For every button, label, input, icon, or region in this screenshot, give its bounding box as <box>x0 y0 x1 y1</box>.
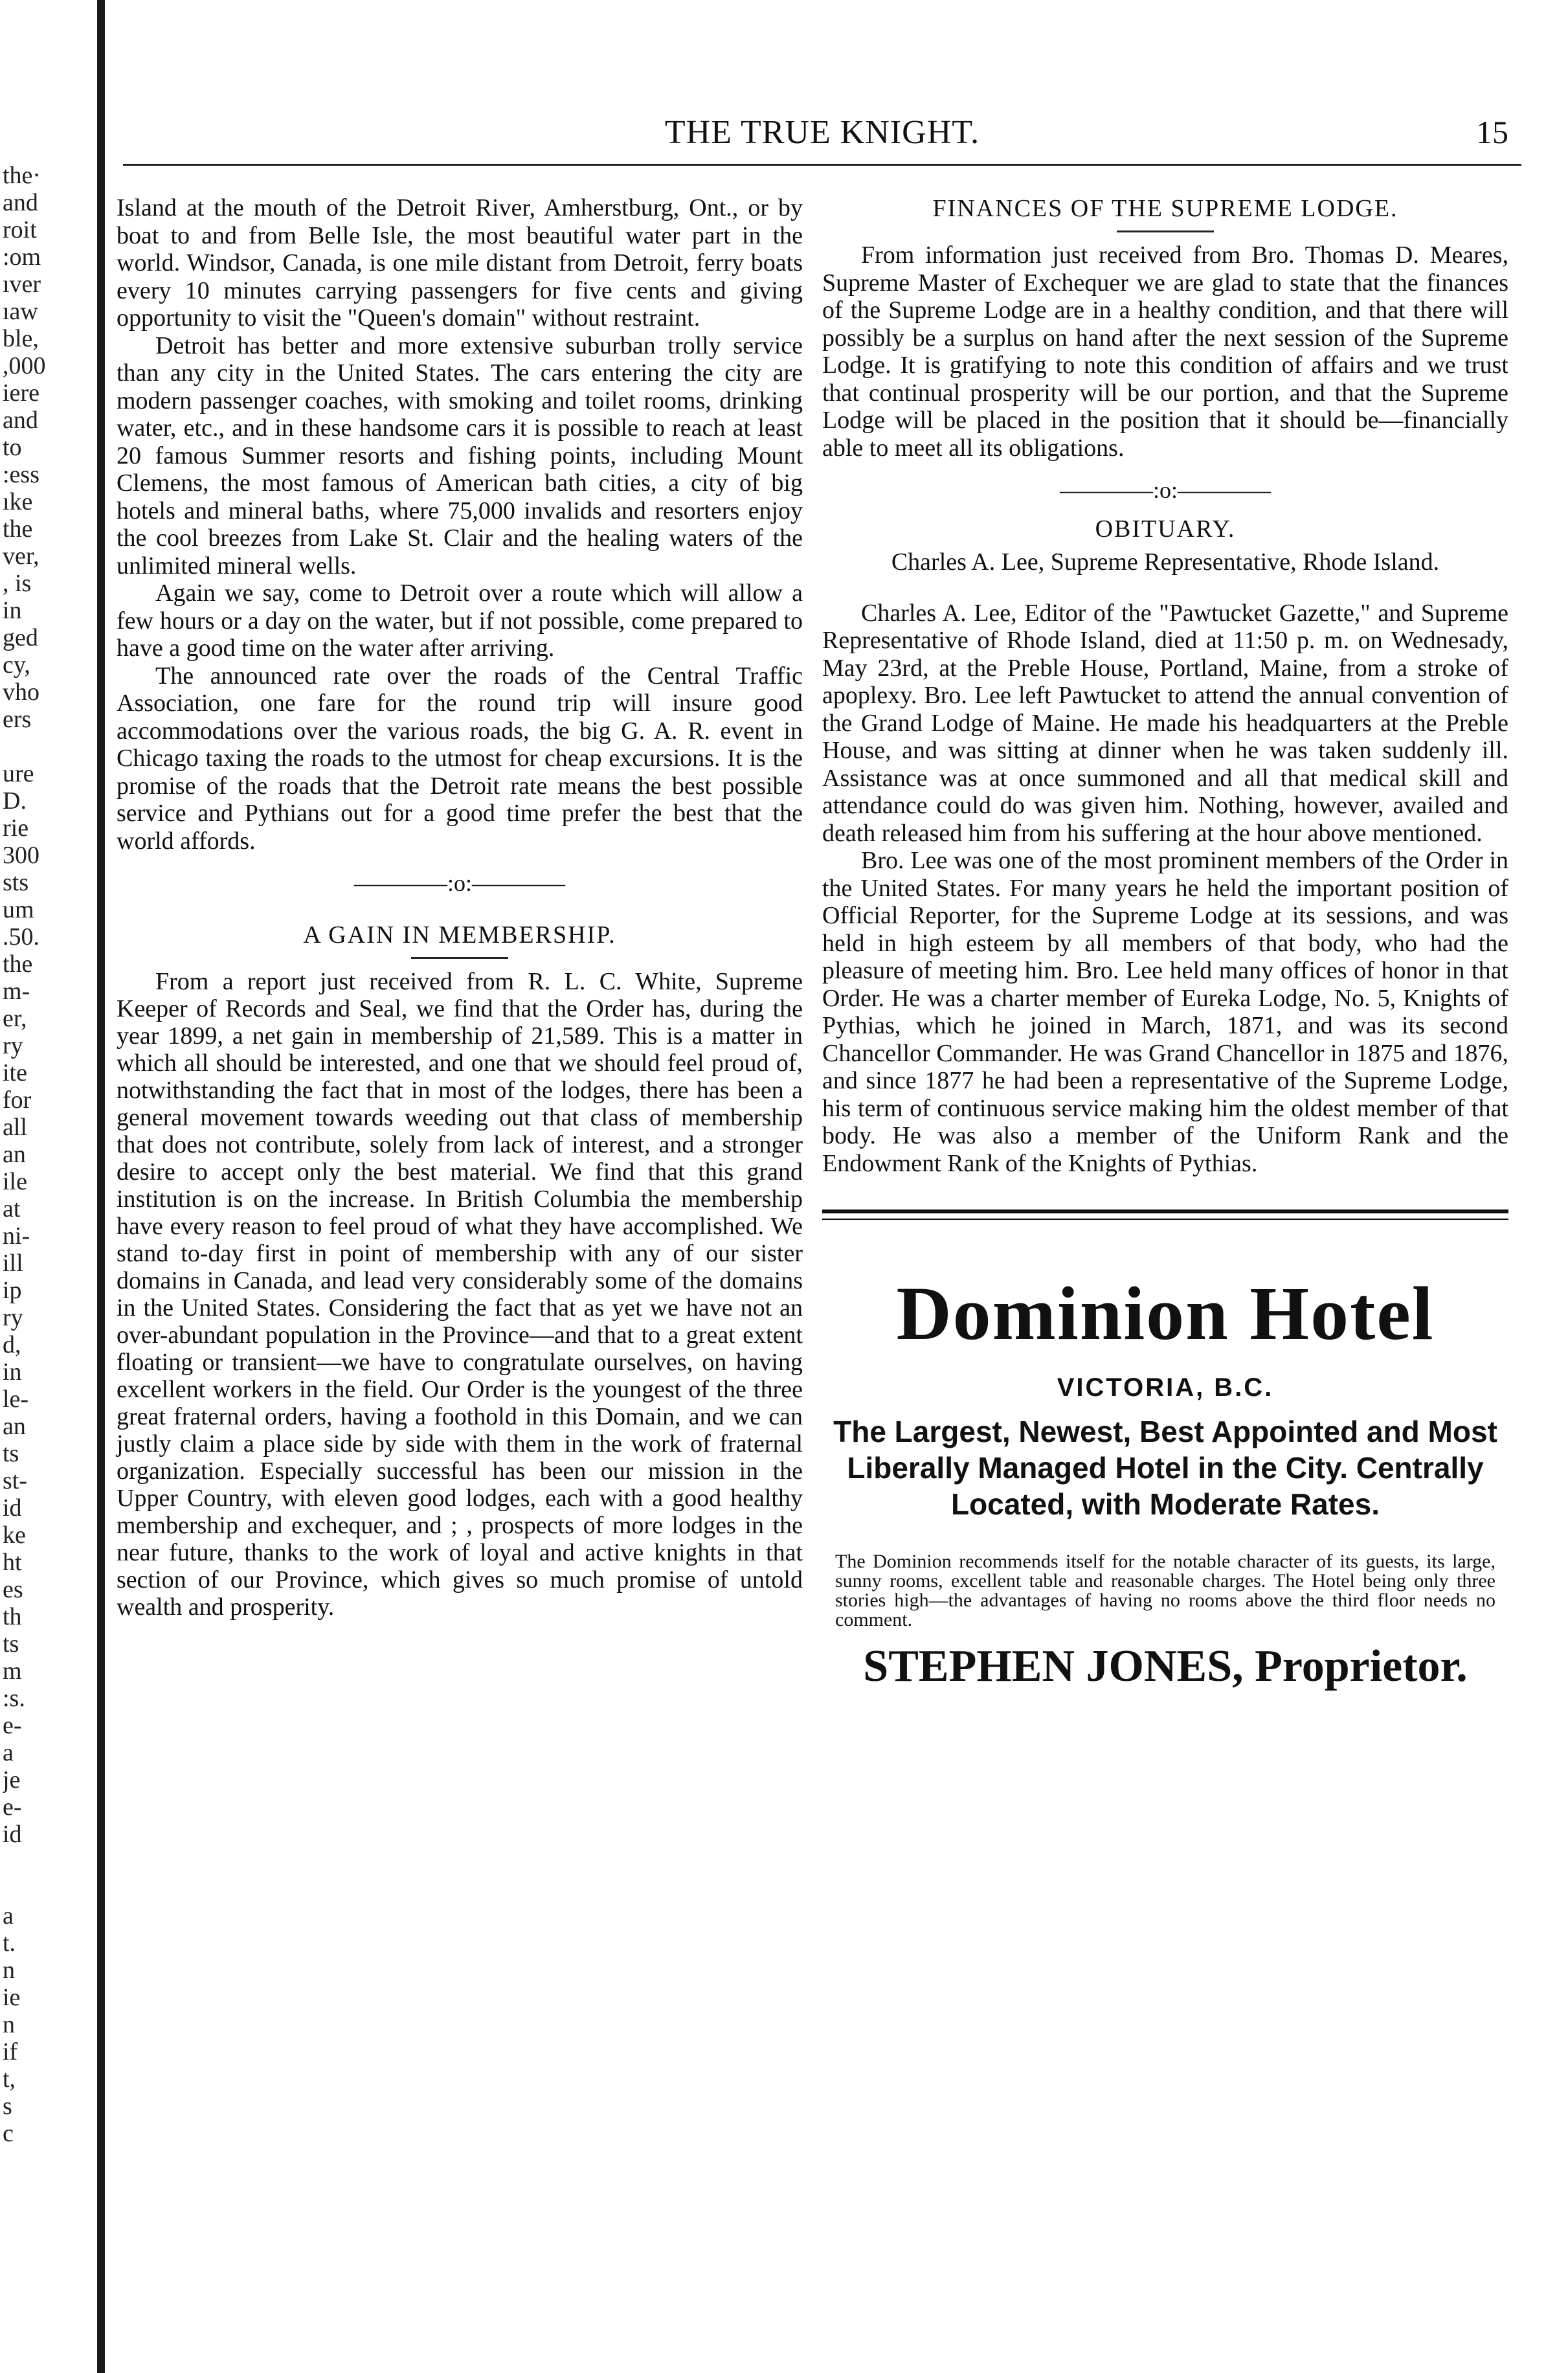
gutter-fragment: D. <box>3 787 27 815</box>
gutter-fragment: ers <box>3 706 32 733</box>
gutter-fragment: ni- <box>3 1222 30 1250</box>
article-paragraph: Again we say, come to Detroit over a route which will allow a few hours or a day on the water, but if not possible, come prepared to have a good time on the water after arriving. <box>117 579 803 662</box>
hotel-name: Dominion Hotel <box>896 1271 1435 1356</box>
gutter-fragment: in <box>3 597 22 624</box>
gutter-fragment: sts <box>3 869 29 896</box>
advertisement-rule <box>822 1219 1508 1220</box>
gutter-fragment: t, <box>3 2065 16 2093</box>
gutter-fragment: ile <box>3 1168 27 1195</box>
gutter-fragment: ill <box>3 1250 23 1277</box>
hotel-description: The Dominion recommends itself for the notable character of its guests, its large, sunny rooms, excellent table and reasonable charges. The Hotel being only three stories high—the advantages of having no rooms above the third floor needs no comment. <box>835 1550 1495 1630</box>
gutter-fragment: to <box>3 434 22 461</box>
gutter-fragment: er, <box>3 1005 27 1032</box>
gutter-fragment: cy, <box>3 651 30 679</box>
gutter-fragment: um <box>3 896 34 923</box>
gutter-fragment: ts <box>3 1630 19 1658</box>
article-heading: FINANCES OF THE SUPREME LODGE. <box>932 195 1398 222</box>
gutter-fragment: ip <box>3 1277 22 1304</box>
gutter-fragment: an <box>3 1413 26 1440</box>
gutter-fragment: t. <box>3 1929 16 1957</box>
article-heading: OBITUARY. <box>1095 515 1236 543</box>
gutter-fragment: all <box>3 1114 27 1141</box>
left-column <box>117 194 803 1621</box>
gutter-fragment: .50. <box>3 923 39 950</box>
advertisement-rule <box>822 1209 1508 1213</box>
gutter-fragment: rie <box>3 815 29 842</box>
page-header <box>123 113 1521 159</box>
hotel-proprietor: STEPHEN JONES, Proprietor. <box>863 1641 1468 1691</box>
gutter-fragment: le- <box>3 1386 29 1413</box>
gutter-fragment: n <box>3 2011 15 2038</box>
page-title: THE TRUE KNIGHT. <box>664 114 980 151</box>
gutter-fragment: and <box>3 407 38 434</box>
gutter-fragment: for <box>3 1086 32 1114</box>
heading-rule <box>411 957 508 959</box>
gutter-fragment: es <box>3 1576 23 1603</box>
gutter-fragment: ure <box>3 760 34 787</box>
gutter-fragment: n <box>3 1957 15 1984</box>
gutter-fragment: ıaw <box>3 298 38 325</box>
gutter-fragment: e- <box>3 1712 22 1739</box>
gutter-fragment: ry <box>3 1032 23 1059</box>
article-paragraph: Bro. Lee was one of the most prominent members of the Order in the United States. For many years he held the important position of Official Reporter, for the Supreme Lodge at its sessions, and was held in high esteem by all members of that body, who had the pleasure of meeting him. Bro. Lee held many offices of honor in that Order. He was a charter member of Eureka Lodge, No. 5, Knights of Pythias, which he joined in March, 1871, and was its second Chancellor Commander. He was Grand Chancellor in 1875 and 1876, and since 1877 he had been a representative of the Supreme Lodge, his term of continuous service making him the oldest member of that body. He was also a member of the Uniform Rank and the Endowment Rank of the Knights of Pythias. <box>822 847 1508 1177</box>
gutter-fragment: id <box>3 1494 22 1522</box>
gutter-fragment: ts <box>3 1440 19 1467</box>
article-paragraph: Island at the mouth of the Detroit River, Amherstburg, Ont., or by boat to and from Belle Isle, the most beautiful water part in the world. Windsor, Canada, is one mile distant from Detroit, ferry boats every 10 minutes carrying passengers for five cents and giving opportunity to visit the "Queen's domain" without restraint. <box>117 194 803 332</box>
gutter-fragment: if <box>3 2038 18 2065</box>
gutter-fragment: ıver <box>3 271 41 298</box>
gutter-fragment: je <box>3 1766 21 1794</box>
gutter-fragment: id <box>3 1821 22 1848</box>
gutter-fragment: e- <box>3 1794 22 1821</box>
gutter-fragment: the· <box>3 162 41 189</box>
gutter-fragment: ry <box>3 1304 23 1331</box>
gutter-fragment <box>3 733 74 760</box>
heading-rule <box>1117 231 1214 232</box>
gutter-fragment: ke <box>3 1522 26 1549</box>
page-number: 15 <box>1476 114 1508 150</box>
gutter-fragment: :om <box>3 243 41 271</box>
gutter-fragment: s <box>3 2093 12 2120</box>
section-separator: ————:o:———— <box>353 870 565 896</box>
gutter-fragment: , is <box>3 570 32 597</box>
gutter-fragment: a <box>3 1902 14 1929</box>
hotel-location: VICTORIA, B.C. <box>1057 1373 1274 1402</box>
article-paragraph: Detroit has better and more extensive suburban trolly service than any city in the United States. The cars entering the city are modern passenger coaches, with smoking and toilet rooms, drinking water, etc., and in these handsome cars it is possible to reach at least 20 famous Summer resorts and fishing points, including Mount Clemens, the most famous of American bath cities, a city of big hotels and mineral baths, where 75,000 invalids and resorters enjoy the cool breezes from Lake St. Clair and the healing waters of the unlimited mineral wells. <box>117 332 803 579</box>
gutter-fragment: 300 <box>3 842 39 869</box>
gutter-fragment: iere <box>3 379 39 407</box>
hotel-tagline: The Largest, Newest, Best Appointed and Most Liberally Managed Hotel in the City. Centrally Located, with Moderate Rates. <box>833 1414 1497 1521</box>
gutter-fragment: in <box>3 1358 22 1386</box>
section-separator: ————:o:———— <box>1059 477 1271 503</box>
article-paragraph: From a report just received from R. L. C. White, Supreme Keeper of Records and Seal, we find that the Order has, during the year 1899, a net gain in membership of 21,589. This is a matter in which all should be interested, and one that we should feel proud of, notwithstanding the fact that in most of the lodges, there has been a general movement towards weeding out that class of membership that does not contribute, solely from lack of interest, and a stronger desire to accept only the best material. We find that this grand institution is on the increase. In British Columbia the membership have every reason to feel proud of what they have accomplished. We stand to-day first in point of membership with any of our sister domains in Canada, and lead very considerably some of the domains in the United States. Considering the fact that as yet we have not an over-abundant population in the Province—and that to a great extent floating or transient—we have to congratulate ourselves, on having excellent workers in the field. Our Order is the youngest of the three great fraternal orders, having a foothold in this Domain, and we can justly claim a place side by side with them in the work of fraternal organization. Especially successful has been our mission in the Upper Country, with eleven good lodges, each with a good healthy membership and exchequer, and ; , prospects of more lodges in the near future, thanks to the work of loyal and active knights in that section of our Province, which gives so much promise of untold wealth and prosperity. <box>117 968 803 1621</box>
right-column <box>822 194 1508 1691</box>
gutter-fragment: ver, <box>3 543 39 570</box>
gutter-fragment: ged <box>3 624 38 651</box>
gutter-fragment: ,000 <box>3 352 46 379</box>
gutter-fragment: a <box>3 1739 14 1766</box>
obituary-subheading: Charles A. Lee, Supreme Representative, Rhode Island. <box>891 548 1440 576</box>
gutter-fragment: roit <box>3 216 37 243</box>
gutter-fragment: an <box>3 1141 26 1168</box>
gutter-fragment: m <box>3 1658 22 1685</box>
gutter-fragment: :ess <box>3 461 39 488</box>
gutter-fragment: ie <box>3 1984 21 2011</box>
gutter-fragment <box>3 1875 74 1902</box>
gutter-fragment: d, <box>3 1331 21 1358</box>
article-paragraph: From information just received from Bro. Thomas D. Meares, Supreme Master of Exchequer we are glad to state that the finances of the Supreme Lodge are in a healthy condition, and that there will possibly be a surplus on hand after the next session of the Supreme Lodge. It is gratifying to note this condition of affairs and we trust that continual prosperity will be our portion, and that the Supreme Lodge will be placed in the position that it should be—financially able to meet all its obligations. <box>822 242 1508 462</box>
gutter-fragment: ite <box>3 1059 27 1086</box>
article-paragraph: Charles A. Lee, Editor of the "Pawtucket Gazette," and Supreme Representative of Rhode Island, died at 11:50 p. m. on Wednesady, May 23rd, at the Preble House, Portland, Maine, from a stroke of apoplexy. Bro. Lee left Pawtucket to attend the annual convention of the Grand Lodge of Maine. He made his headquarters at the Preble House, and was sitting at dinner when he was taken suddenly ill. Assistance was at once summoned and all that medical skill and attendance could do was given him. Nothing, however, availed and death released him from his suffering at the hour above mentioned. <box>822 599 1508 847</box>
gutter-fragment: vho <box>3 679 39 706</box>
article-heading: A GAIN IN MEMBERSHIP. <box>303 921 616 949</box>
gutter-fragment: and <box>3 189 38 216</box>
article-paragraph: The announced rate over the roads of the Central Traffic Association, one fare for the round trip will insure good accommodations over the various roads, the big G. A. R. event in Chicago taxing the roads to the utmost for cheap excursions. It is the promise of the roads that the Detroit rate means the best possible service and Pythians out for a good time prefer the best that the world affords. <box>117 662 803 855</box>
gutter-fragment: th <box>3 1603 22 1630</box>
gutter-fragment: st- <box>3 1467 27 1494</box>
gutter-fragment: m- <box>3 978 30 1005</box>
gutter-fragment <box>3 1848 74 1875</box>
gutter-fragment: ıke <box>3 488 33 515</box>
hotel-advertisement <box>822 1271 1508 1691</box>
binding-edge <box>97 0 105 2373</box>
gutter-fragment: the <box>3 950 33 978</box>
gutter-fragment: :s. <box>3 1685 25 1712</box>
gutter-fragment: ble, <box>3 325 39 352</box>
gutter-fragment: c <box>3 2120 14 2147</box>
gutter-fragment: at <box>3 1195 21 1222</box>
header-rule <box>123 164 1521 166</box>
adjacent-page-fragments <box>3 162 74 2147</box>
gutter-fragment: the <box>3 515 33 543</box>
gutter-fragment: ht <box>3 1549 22 1576</box>
